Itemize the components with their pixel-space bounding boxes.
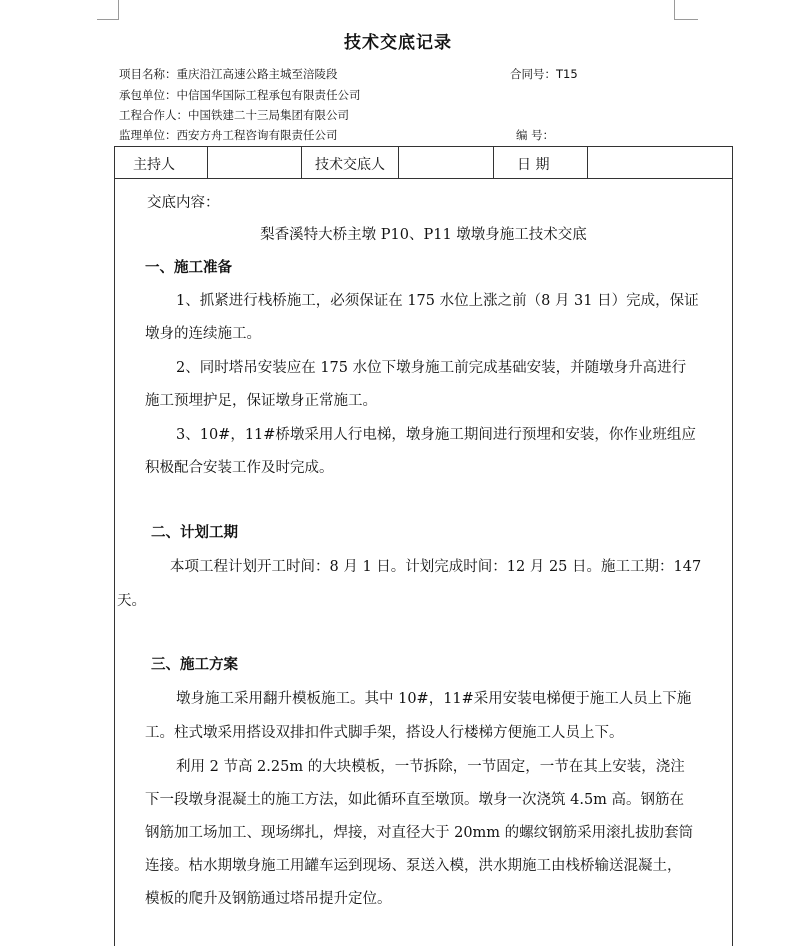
content-intro: 交底内容： <box>147 195 220 211</box>
crop-mark-top-right-horizontal <box>674 19 698 20</box>
contractor-unit: 承包单位：中信国华国际工程承包有限责任公司 <box>119 88 361 102</box>
project-name: 项目名称：重庆沿江高速公路主城至涪陵段 <box>119 67 338 81</box>
disclosure-table <box>114 146 733 946</box>
paragraph-line: 利用 2 节高 2.25m 的大块模板，一节拆除，一节固定，一节在其上安装，浇注 <box>176 759 685 775</box>
paragraph-line: 模板的爬升及钢筋通过塔吊提升定位。 <box>145 891 392 907</box>
crop-mark-top-right-vertical <box>674 0 675 20</box>
crop-mark-top-left-horizontal <box>97 19 119 20</box>
section-title-preparation: 一、施工准备 <box>145 260 232 276</box>
table-header-row <box>115 147 732 179</box>
paragraph-line: 工。柱式墩采用搭设双排扣件式脚手架，搭设人行楼梯方便施工人员上下。 <box>145 725 624 741</box>
paragraph-line: 施工预埋护足，保证墩身正常施工。 <box>145 393 377 409</box>
partner-unit: 工程合作人：中国铁建二十三局集团有限公司 <box>119 108 349 122</box>
column-divider <box>207 147 208 178</box>
supervisor-unit: 监理单位：西安方舟工程咨询有限责任公司 <box>119 128 338 142</box>
section-title-plan: 三、施工方案 <box>151 657 238 673</box>
column-divider <box>398 147 399 178</box>
paragraph-line: 1、抓紧进行栈桥施工，必须保证在 175 水位上涨之前（8 月 31 日）完成，保证 <box>176 293 699 309</box>
column-divider <box>493 147 494 178</box>
column-divider <box>587 147 588 178</box>
section-title-schedule: 二、计划工期 <box>151 525 238 541</box>
content-subject: 梨香溪特大桥主墩 P10、P11 墩墩身施工技术交底 <box>260 227 587 243</box>
contract-number: 合同号：T15 <box>510 67 578 81</box>
presenter-label: 技术交底人 <box>315 157 385 173</box>
paragraph-line: 2、同时塔吊安装应在 175 水位下墩身施工前完成基础安装，并随墩身升高进行 <box>176 360 687 376</box>
host-label: 主持人 <box>133 157 175 173</box>
paragraph-line: 墩身施工采用翻升模板施工。其中 10#，11#采用安装电梯便于施工人员上下施 <box>176 691 692 707</box>
crop-mark-top-left-vertical <box>118 0 119 20</box>
paragraph-line: 钢筋加工场加工、现场绑扎，焊接，对直径大于 20mm 的螺纹钢筋采用滚扎拔肋套筒 <box>145 825 694 841</box>
paragraph-line: 积极配合安装工作及时完成。 <box>145 460 334 476</box>
column-divider <box>301 147 302 178</box>
paragraph-line: 连接。枯水期墩身施工用罐车运到现场、泵送入模，洪水期施工由栈桥输送混凝土， <box>145 858 682 874</box>
paragraph-line: 墩身的连续施工。 <box>145 326 261 342</box>
document-title: 技术交底记录 <box>344 33 452 53</box>
paragraph-line: 天。 <box>117 593 146 609</box>
paragraph-line: 本项工程计划开工时间：8 月 1 日。计划完成时间：12 月 25 日。施工工期：147 <box>170 559 702 575</box>
date-label: 日 期 <box>517 157 550 173</box>
paragraph-line: 下一段墩身混凝土的施工方法，如此循环直至墩顶。墩身一次浇筑 4.5m 高。钢筋在 <box>145 792 685 808</box>
serial-number-label: 编 号： <box>516 128 555 142</box>
paragraph-line: 3、10#，11#桥墩采用人行电梯，墩身施工期间进行预埋和安装，你作业班组应 <box>176 427 696 443</box>
